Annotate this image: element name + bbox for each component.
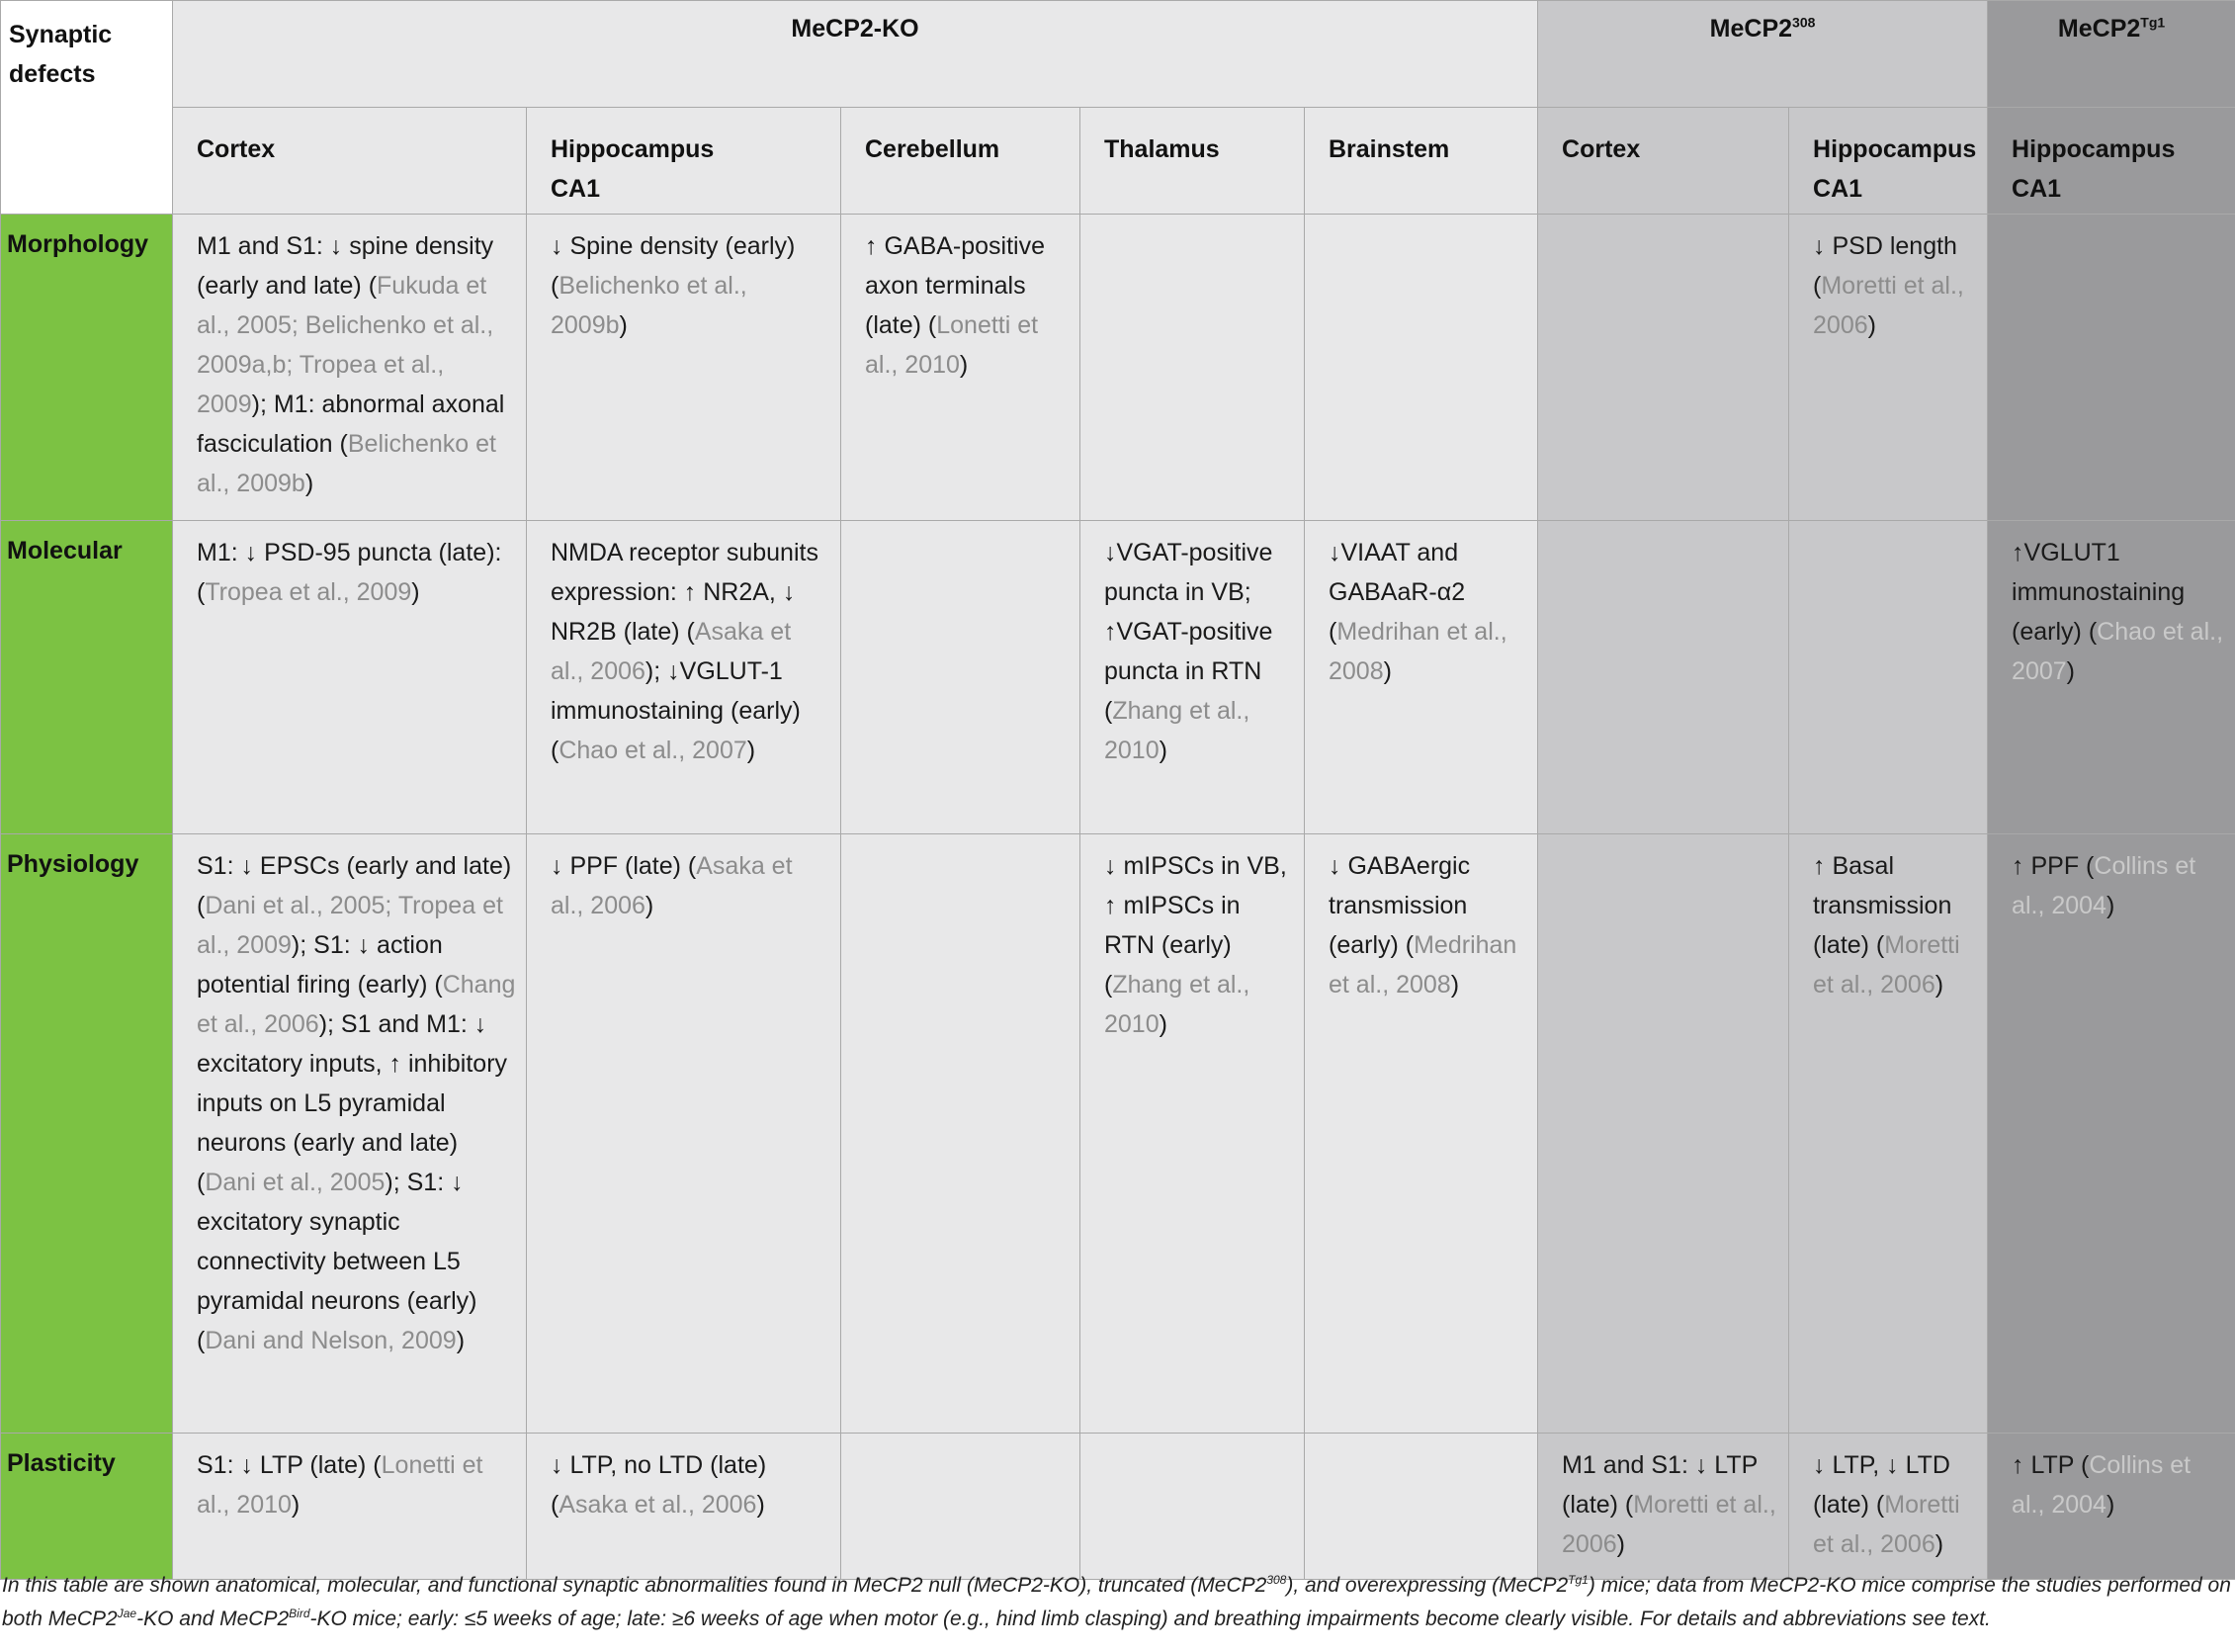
table-cell bbox=[1080, 834, 1305, 1434]
corner-label: Synaptic defects bbox=[9, 21, 113, 88]
finding-text: ↓VIAAT and GABAaR-α2 ( bbox=[1329, 539, 1466, 646]
finding-text: ↓ LTP, no LTD (late) ( bbox=[551, 1451, 767, 1519]
finding-text: ↑ GABA-positive axon terminals (late) ( bbox=[865, 232, 1046, 339]
region-header-line1: Cerebellum bbox=[865, 135, 1000, 163]
table-cell bbox=[1305, 215, 1538, 521]
row-header-molecular: Molecular bbox=[1, 521, 173, 834]
region-header-6-hippocampus bbox=[1789, 108, 1988, 215]
group-header-mecp2-ko bbox=[173, 1, 1538, 108]
finding-text: ↑ Basal transmission (late) ( bbox=[1813, 852, 1952, 959]
citation-text: Asaka et al., 2006 bbox=[551, 852, 793, 919]
table-cell bbox=[1538, 1434, 1789, 1580]
finding-text: ↑ LTP ( bbox=[2012, 1451, 2090, 1479]
finding-text: ); ↓VGLUT-1 immunostaining (early) ( bbox=[551, 657, 801, 764]
citation-text: Belichenko et al., 2009b bbox=[551, 272, 747, 339]
caption-superscript: Jae bbox=[117, 1607, 137, 1620]
citation-text: Tropea et al., 2009 bbox=[205, 578, 412, 606]
table-cell bbox=[1538, 521, 1789, 834]
citation-text: Dani et al., 2005 bbox=[205, 1169, 386, 1196]
table-cell bbox=[1080, 215, 1305, 521]
table-cell bbox=[841, 1434, 1080, 1580]
finding-text: ) bbox=[2066, 657, 2075, 685]
region-header-5-cortex bbox=[1538, 108, 1789, 215]
citation-text: Moretti et al., 2006 bbox=[1813, 1491, 1960, 1558]
table-row-morphology bbox=[1, 215, 2235, 521]
caption-text: -KO mice; early: ≤5 weeks of age; late: ≥6 weeks of age when motor (e.g., hind limb clasping) and breathing impairments become clearly visible. For details and abbreviations see text. bbox=[309, 1608, 1991, 1630]
citation-text: Fukuda et al., 2005; Belichenko et al., 2009a,b; Tropea et al., 2009 bbox=[197, 272, 494, 418]
finding-text: ); S1: ↓ action potential firing (early) ( bbox=[197, 931, 443, 999]
citation-text: Moretti et al., 2006 bbox=[1813, 931, 1960, 999]
finding-text: S1: ↓ EPSCs (early and late) ( bbox=[197, 852, 512, 919]
caption-text: -KO and MeCP2 bbox=[136, 1608, 290, 1630]
table-cell bbox=[527, 834, 841, 1434]
region-header-7-hippocampus bbox=[1988, 108, 2235, 215]
finding-text: ↓ Spine density (early) ( bbox=[551, 232, 796, 300]
region-header-0-cortex bbox=[173, 108, 527, 215]
region-header-line1: Hippocampus bbox=[1813, 135, 1977, 163]
finding-text: M1 and S1: ↓ spine density (early and late) ( bbox=[197, 232, 494, 300]
table-cell bbox=[1305, 1434, 1538, 1580]
table-cell bbox=[173, 834, 527, 1434]
citation-text: Zhang et al., 2010 bbox=[1104, 697, 1250, 764]
citation-text: Lonetti et al., 2010 bbox=[865, 311, 1039, 379]
finding-text: ↓ mIPSCs in VB, ↑ mIPSCs in RTN (early) ( bbox=[1104, 852, 1287, 999]
finding-text: ) bbox=[1159, 1010, 1167, 1038]
citation-text: Collins et al., 2004 bbox=[2012, 1451, 2192, 1519]
region-header-4-brainstem bbox=[1305, 108, 1538, 215]
finding-text: NMDA receptor subunits expression: ↑ NR2A, ↓ NR2B (late) ( bbox=[551, 539, 818, 646]
table-cell bbox=[1080, 1434, 1305, 1580]
finding-text: ) bbox=[1159, 737, 1167, 764]
region-header-line1: Cortex bbox=[197, 135, 276, 163]
region-header-3-thalamus bbox=[1080, 108, 1305, 215]
finding-text: ) bbox=[1616, 1530, 1625, 1558]
finding-text: ) bbox=[645, 892, 654, 919]
finding-text: ) bbox=[456, 1327, 466, 1354]
finding-text: ) bbox=[619, 311, 628, 339]
citation-text: Chao et al., 2007 bbox=[559, 737, 747, 764]
table-cell bbox=[527, 521, 841, 834]
finding-text: ↑ PPF ( bbox=[2012, 852, 2095, 880]
citation-text: Lonetti et al., 2010 bbox=[197, 1451, 483, 1519]
region-header-2-cerebellum bbox=[841, 108, 1080, 215]
citation-text: Asaka et al., 2006 bbox=[559, 1491, 757, 1519]
finding-text: ); M1: abnormal axonal fasciculation ( bbox=[197, 391, 505, 458]
finding-text: ) bbox=[756, 1491, 765, 1519]
caption-text: ), and overexpressing (MeCP2 bbox=[1286, 1574, 1569, 1597]
table-cell bbox=[527, 1434, 841, 1580]
caption-superscript: 308 bbox=[1266, 1573, 1287, 1587]
region-header-line2: CA1 bbox=[551, 175, 601, 203]
table-cell bbox=[1988, 834, 2235, 1434]
region-subheader-row bbox=[1, 108, 2235, 215]
finding-text: ); S1: ↓ excitatory synaptic connectivity between L5 pyramidal neurons (early) ( bbox=[197, 1169, 477, 1354]
region-header-line1: Hippocampus bbox=[2012, 135, 2176, 163]
table-cell bbox=[841, 215, 1080, 521]
table-caption bbox=[2, 1566, 2231, 1633]
table-cell bbox=[173, 215, 527, 521]
region-header-line1: Brainstem bbox=[1329, 135, 1450, 163]
group-header-mecp2-tg1 bbox=[1988, 1, 2235, 108]
table-cell bbox=[841, 521, 1080, 834]
region-header-line1: Cortex bbox=[1562, 135, 1641, 163]
caption-text: ) mice; data from MeCP2-KO mice comprise the studies performed on both MeCP2 bbox=[2, 1574, 2231, 1630]
citation-text: Collins et al., 2004 bbox=[2012, 852, 2196, 919]
citation-text: Belichenko et al., 2009b bbox=[197, 430, 496, 497]
table-cell bbox=[1538, 215, 1789, 521]
row-header-morphology: Morphology bbox=[1, 215, 173, 521]
citation-text: Moretti et al., 2006 bbox=[1562, 1491, 1776, 1558]
table-row-plasticity bbox=[1, 1434, 2235, 1580]
caption-superscript: Tg1 bbox=[1568, 1573, 1589, 1587]
table-cell bbox=[1988, 215, 2235, 521]
corner-header bbox=[1, 1, 173, 215]
group-label-mecp2-tg1: $MeCP2^{Tg1}$ bbox=[2057, 15, 2166, 43]
finding-text: ) bbox=[959, 351, 969, 379]
region-header-line1: Thalamus bbox=[1104, 135, 1220, 163]
region-header-line2: CA1 bbox=[1813, 175, 1863, 203]
finding-text: ) bbox=[1934, 1530, 1944, 1558]
table-cell bbox=[1305, 521, 1538, 834]
table-cell bbox=[1789, 1434, 1988, 1580]
citation-text: Chao et al., 2007 bbox=[2012, 618, 2224, 685]
group-label-mecp2-308: $MeCP2^{308}$ bbox=[1709, 15, 1816, 43]
citation-text: Medrihan et al., 2008 bbox=[1329, 618, 1507, 685]
finding-text: S1: ↓ LTP (late) ( bbox=[197, 1451, 382, 1479]
table-cell bbox=[1080, 521, 1305, 834]
table-row-molecular bbox=[1, 521, 2235, 834]
finding-text: ) bbox=[746, 737, 756, 764]
table-cell bbox=[1789, 215, 1988, 521]
region-header-line1: Hippocampus bbox=[551, 135, 715, 163]
finding-text: ) bbox=[2106, 1491, 2115, 1519]
table-cell bbox=[527, 215, 841, 521]
table-row-physiology bbox=[1, 834, 2235, 1434]
citation-text: Moretti et al., 2006 bbox=[1813, 272, 1964, 339]
region-header-line2: CA1 bbox=[2012, 175, 2062, 203]
finding-text: ↓VGAT-positive puncta in VB; ↑VGAT-positive puncta in RTN ( bbox=[1104, 539, 1273, 725]
finding-text: ↑VGLUT1 immunostaining (early) ( bbox=[2012, 539, 2186, 646]
caption-superscript: Bird bbox=[289, 1607, 310, 1620]
finding-text: ↓ PSD length ( bbox=[1813, 232, 1957, 300]
region-header-1-hippocampus bbox=[527, 108, 841, 215]
group-label-mecp2-ko: MeCP2-KO bbox=[791, 15, 919, 43]
table-cell bbox=[173, 1434, 527, 1580]
caption-text: In this table are shown anatomical, molecular, and functional synaptic abnormalities found in MeCP2 null (MeCP2-KO), truncated (MeCP2 bbox=[2, 1574, 1267, 1597]
citation-text: Chang et al., 2006 bbox=[197, 971, 516, 1038]
finding-text: ) bbox=[1934, 971, 1944, 999]
citation-text: Dani and Nelson, 2009 bbox=[205, 1327, 457, 1354]
finding-text: M1 and S1: ↓ LTP (late) ( bbox=[1562, 1451, 1758, 1519]
finding-text: ↓ LTP, ↓ LTD (late) ( bbox=[1813, 1451, 1950, 1519]
finding-text: ↓ GABAergic transmission (early) ( bbox=[1329, 852, 1471, 959]
finding-text: ); S1 and M1: ↓ excitatory inputs, ↑ inhibitory inputs on L5 pyramidal neurons (early and late) ( bbox=[197, 1010, 508, 1196]
group-header-mecp2-308 bbox=[1538, 1, 1988, 108]
table-cell bbox=[1988, 521, 2235, 834]
citation-text: Medrihan et al., 2008 bbox=[1329, 931, 1517, 999]
table-cell bbox=[1538, 834, 1789, 1434]
table-cell bbox=[841, 834, 1080, 1434]
table-cell bbox=[1988, 1434, 2235, 1580]
finding-text: ) bbox=[304, 470, 314, 497]
citation-text: Dani et al., 2005; Tropea et al., 2009 bbox=[197, 892, 503, 959]
table-cell bbox=[1789, 834, 1988, 1434]
finding-text: ↓ PPF (late) ( bbox=[551, 852, 697, 880]
finding-text: ) bbox=[2106, 892, 2115, 919]
finding-text: M1: ↓ PSD-95 puncta (late): ( bbox=[197, 539, 502, 606]
table-cell bbox=[1789, 521, 1988, 834]
row-header-physiology: Physiology bbox=[1, 834, 173, 1434]
row-header-plasticity: Plasticity bbox=[1, 1434, 173, 1580]
citation-text: Asaka et al., 2006 bbox=[551, 618, 792, 685]
finding-text: ) bbox=[1450, 971, 1460, 999]
table-cell bbox=[1305, 834, 1538, 1434]
table-cell bbox=[173, 521, 527, 834]
finding-text: ) bbox=[1383, 657, 1392, 685]
finding-text: ) bbox=[411, 578, 420, 606]
citation-text: Zhang et al., 2010 bbox=[1104, 971, 1250, 1038]
finding-text: ) bbox=[1867, 311, 1876, 339]
finding-text: ) bbox=[291, 1491, 301, 1519]
